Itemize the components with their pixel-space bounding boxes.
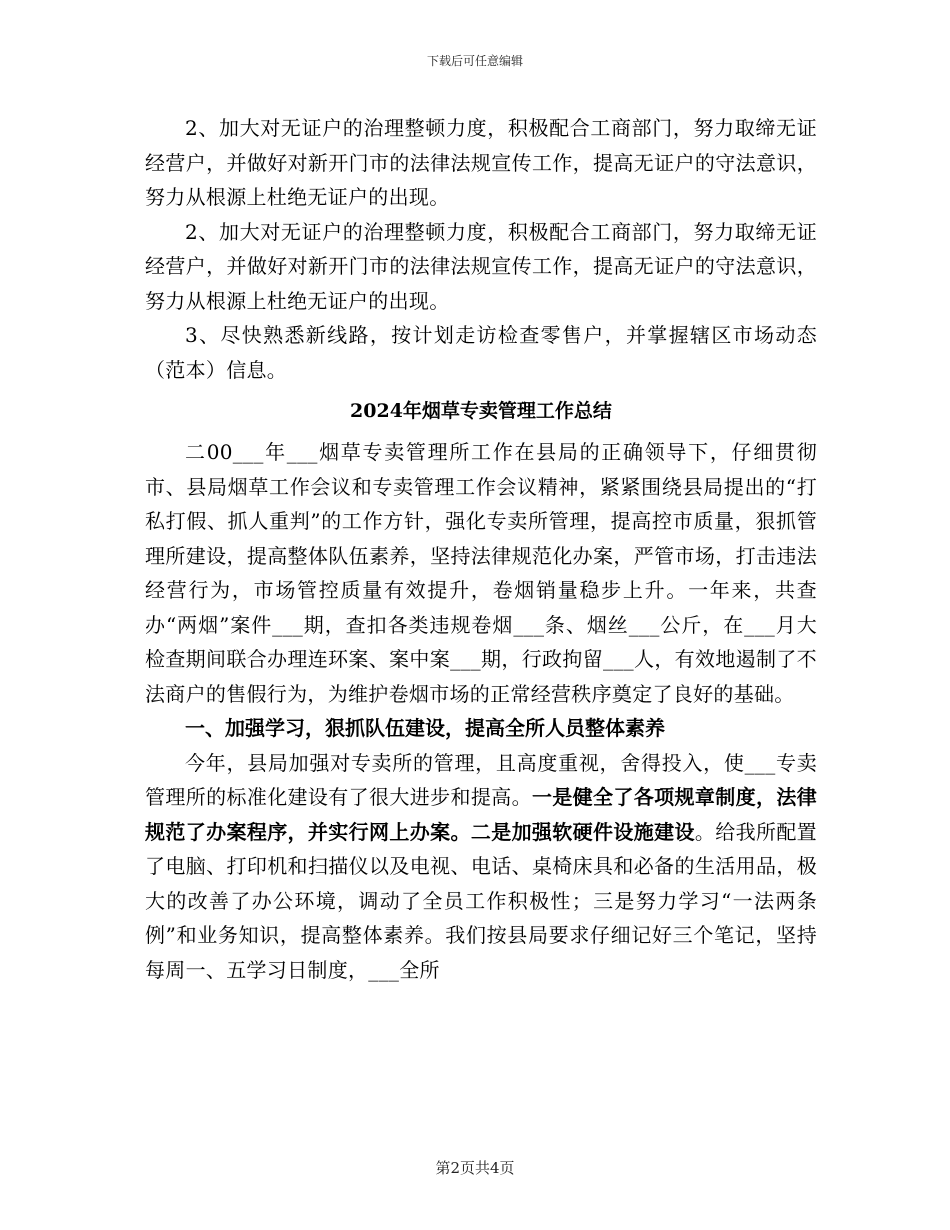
section-text-bold: 一是健全了各项规章制度，法律规范了办案程序，并实行网上办案。二是加强软硬件设施建设	[145, 785, 818, 844]
page-header: 下载后可任意编辑	[426, 54, 523, 68]
document-body	[145, 111, 817, 987]
paragraph-item-2a: 2、加大对无证户的治理整顿力度，积极配合工商部门，努力取缔无证经营户，并做好对新开门市的法律法规宣传工作，提高无证户的守法意识，努力从根源上杜绝无证户的出现。	[145, 116, 817, 209]
section-paragraph	[145, 746, 817, 988]
paragraph-item-3: 3、尽快熟悉新线路，按计划走访检查零售户，并掌握辖区市场动态（范本）信息。	[145, 323, 817, 382]
intro-paragraph: 二00___年___烟草专卖管理所工作在县局的正确领导下，仔细贯彻市、县局烟草工作会议和专卖管理工作会议精神，紧紧围绕县局提出的“打私打假、抓人重判”的工作方针，强化专卖所管理，提高控市质量，狠抓管理所建设，提高整体队伍素养，坚持法律规范化办案，严管市场，打击违法经营行为，市场管控质量有效提升，卷烟销量稳步上升。一年来，共查办“两烟”案件___期，查扣各类违规卷烟___条、烟丝___公斤，在___月大检查期间联合办理连环案、案中案___期，行政拘留___人，有效地遏制了不法商户的售假行为，为维护卷烟市场的正常经营秩序奠定了良好的基础。	[145, 440, 817, 706]
document-title: 2024年烟草专卖管理工作总结	[350, 400, 612, 422]
paragraph-item-2b: 2、加大对无证户的治理整顿力度，积极配合工商部门，努力取缔无证经营户，并做好对新开门市的法律法规宣传工作，提高无证户的守法意识，努力从根源上杜绝无证户的出现。	[145, 219, 817, 313]
section-heading: 一、加强学习，狠抓队伍建设，提高全所人员整体素养	[185, 716, 665, 740]
page-footer: 第2页共4页	[435, 1159, 515, 1177]
section-text-part2: 。给我所配置了电脑、打印机和扫描仪以及电视、电话、桌椅床具和必备的生活用品，极大的改善了办公环境，调动了全员工作积极性；三是努力学习“一法两条例”和业务知识，提高整体素养。我们按县局要求仔细记好三个笔记，坚持每周一、五学习日制度，___全所	[145, 819, 817, 982]
section-text-part1: 今年，县局加强对专卖所的管理，且高度重视，舍得投入，使___专卖管理所的标准化建设有了很大进步和提高。	[145, 750, 817, 809]
